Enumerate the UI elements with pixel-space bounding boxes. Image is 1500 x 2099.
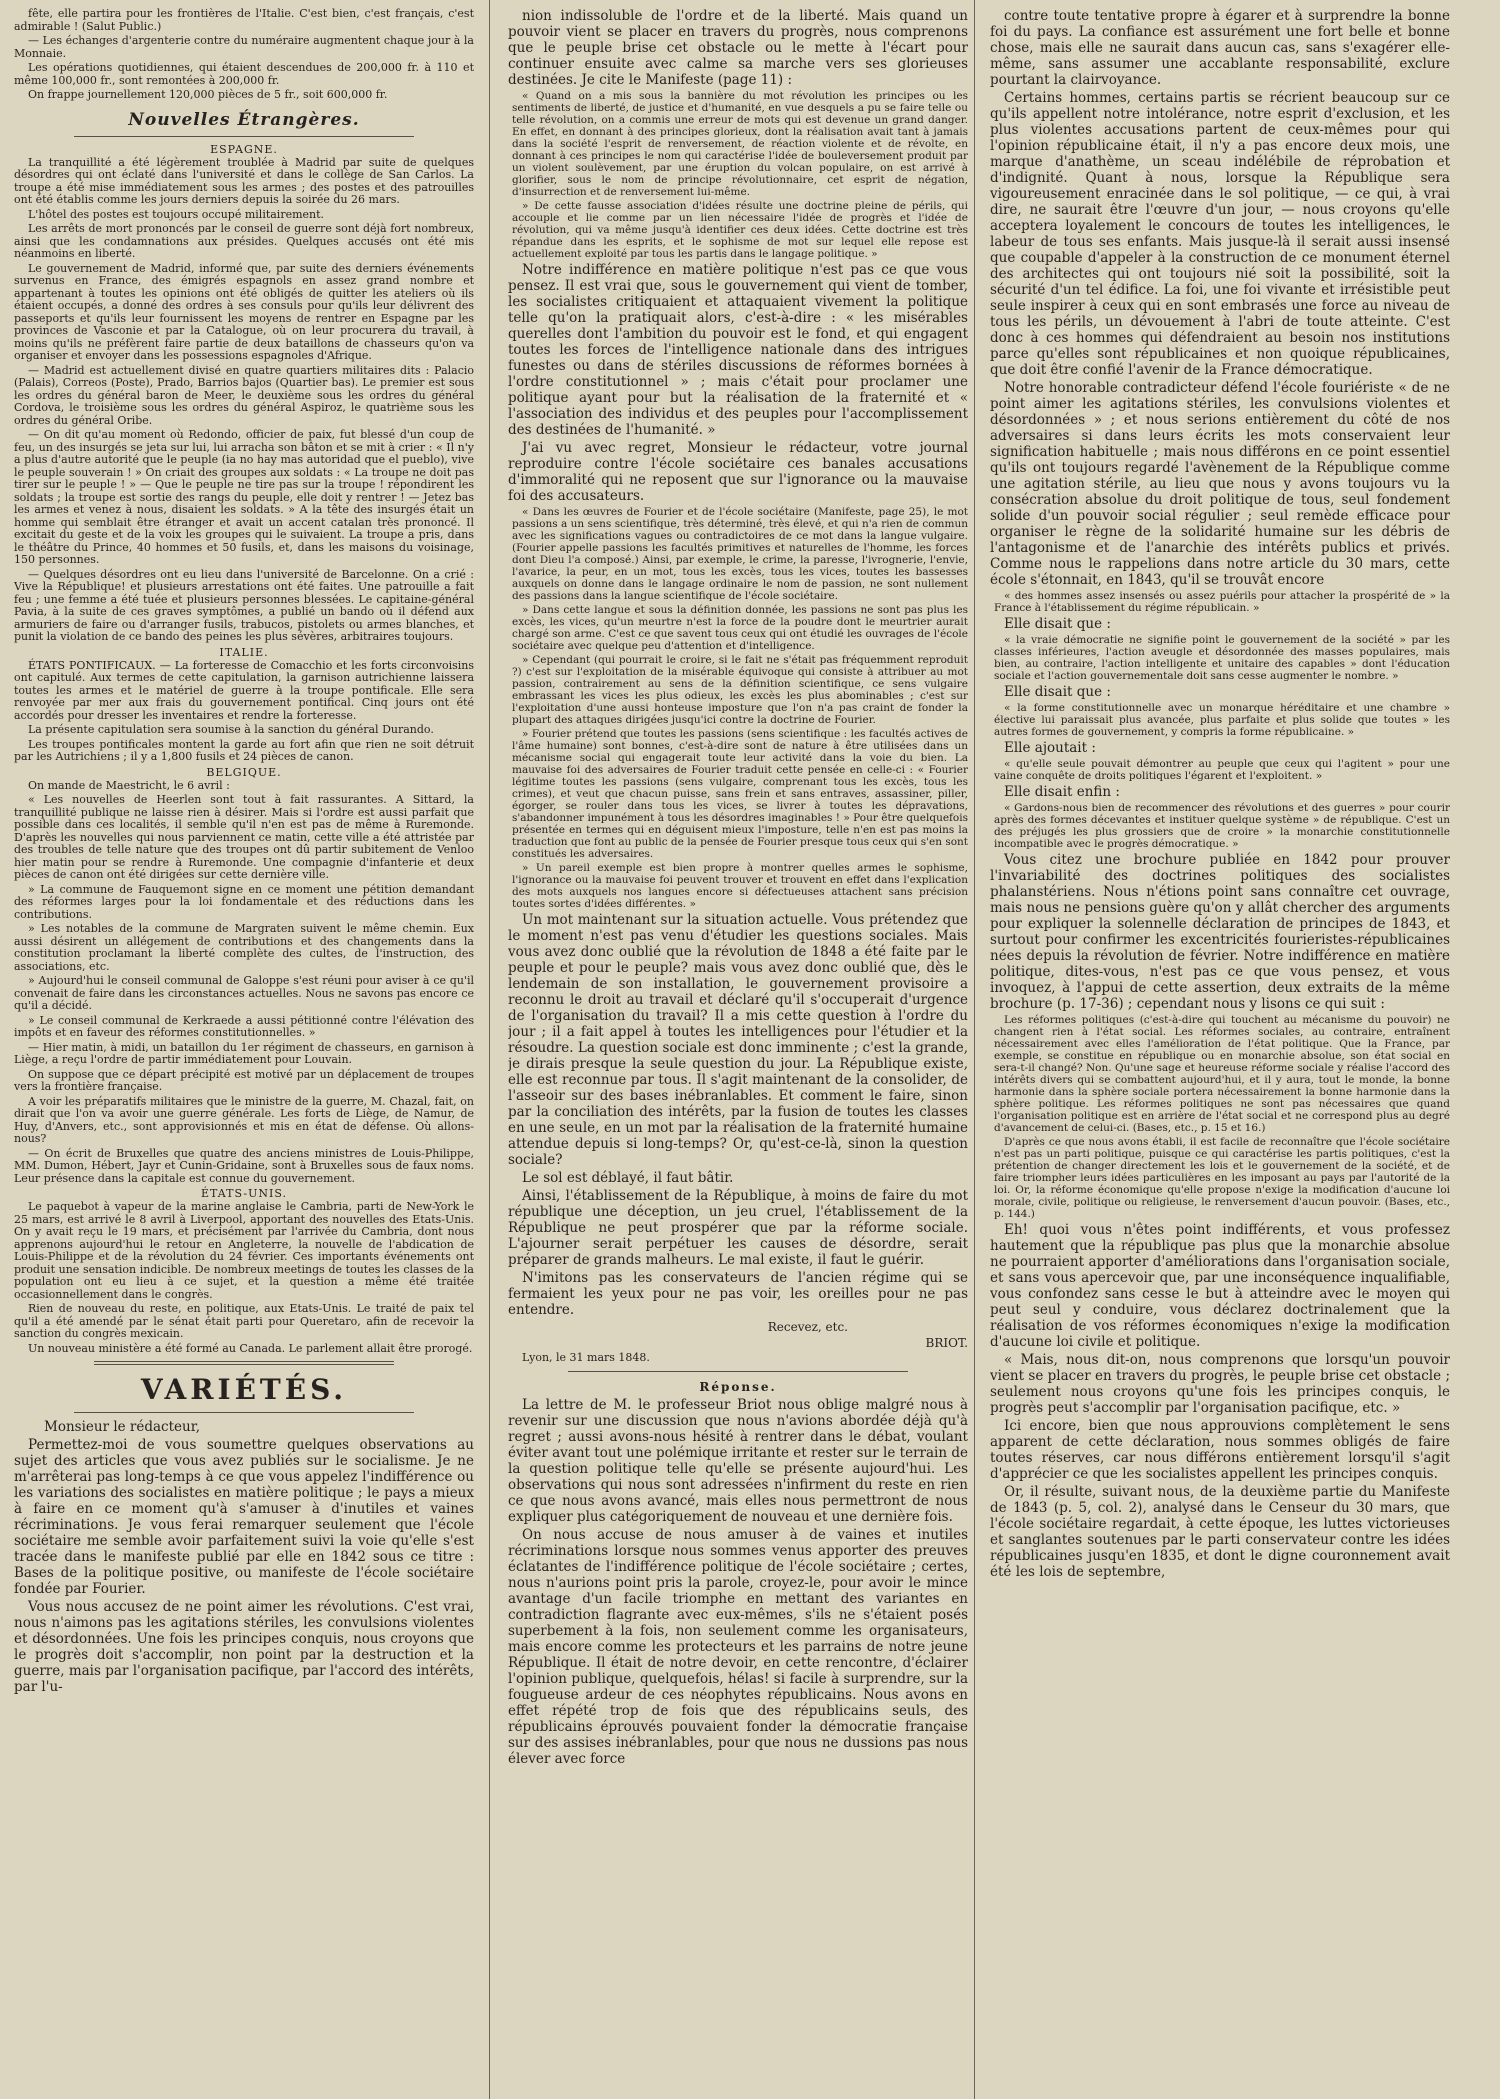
heading-belgique: BELGIQUE. (206, 765, 282, 779)
paragraph: nion indissoluble de l'ordre et de la liberté. Mais quand un pouvoir vient se placer en travers du progrès, nous comprenons que le peuple brise cet obstacle ou le mette à l'écart pour continuer ensuite avec calme sa marche vers ses glorieuses destinées. Je cite le Manifeste (page 11) : (508, 8, 968, 88)
paragraph: » Un pareil exemple est bien propre à montrer quelles armes le sophisme, l'ignorance ou la mauvaise foi peuvent trouver et trouvent en effet dans l'explication des mots auxquels nos langues encore si défectueuses attachent sans précision toutes sortes d'idées différentes. » (512, 862, 968, 910)
quote: « des hommes assez insensés ou assez puérils pour attacher la prospérité de » la France à l'établissement du régime républicain. » (994, 590, 1450, 614)
bases-quote (990, 1014, 1450, 1220)
paragraph: Un nouveau ministère a été formé au Canada. Le parlement allait être prorogé. (28, 1341, 473, 1355)
paragraph: ÉTATS PONTIFICAUX. — La forteresse de Comacchio et les forts circonvoisins ont capitulé. Aux termes de cette capitulation, la garnison autrichienne laissera toutes les armes et le matériel de guerre à la troupe pontificale. Elle sera renvoyée par mer aux frais du gouvernement pontifical. Cinq jours ont été accordés pour dresser les inventaires et rendre la forteresse. (14, 658, 474, 722)
paragraph: » Fourier prétend que toutes les passions (sens scientifique : les facultés actives de l'âme humaine) sont bonnes, c'est-à-dire sont de nature à être utilisées dans un mécanisme social qui engagerait toute leur activité dans la voie du bien. La mauvaise foi des adversaires de Fourier traduit cette pensée en celle-ci : « Fourier légitime toutes les passions (sens vulgaire, comprenant tous les excès, tous les crimes), et veut que chacun puisse, sans frein et sans entraves, assassiner, piller, égorger, se rouler dans tous les vices, se livrer à toutes les dépravations, s'abandonner impunément à tous les désordres imaginables ! » Pour être quelquefois présentée en termes qui en déguisent mieux l'imposture, telle n'en est pas moins la traduction que font au public de la pensée de Fourier presque tous ceux qui s'en sont constitués les adversaires. (512, 728, 968, 860)
paragraph: On suppose que ce départ précipité est motivé par un déplacement de troupes vers la frontière française. (14, 1067, 474, 1093)
paragraph: Or, il résulte, suivant nous, de la deuxième partie du Manifeste de 1843 (p. 5, col. 2), analysé dans le Censeur du 30 mars, que l'école sociétaire regardait, à cette époque, les luttes victorieuses et sanglantes soutenues par le parti conservateur contre les idées républicaines jusqu'en 1835, et dont le digne couronnement avait été les lois de septembre, (990, 1484, 1450, 1580)
divider (94, 1361, 394, 1365)
paragraph: — On écrit de Bruxelles que quatre des anciens ministres de Louis-Philippe, MM. Dumon, Hébert, Jayr et Cunin-Gridaine, sont à Bruxelles sous de faux noms. Leur présence dans la capitale est connue du gouvernement. (14, 1146, 474, 1185)
column-rule (489, 0, 490, 2099)
heading-italie: ITALIE. (219, 645, 269, 659)
paragraph: Le paquebot à vapeur de la marine anglaise le Cambria, parti de New-York le 25 mars, est arrivé le 8 avril à Liverpool, apportant des nouvelles des Etats-Unis. On y avait reçu le 19 mars, et précisément par l'arrivée du Cambria, dont nous apprenons aujourd'hui le retour en Angleterre, la nouvelle de l'abdication de Louis-Philippe et de la révolution du 24 février. Ces importants événements ont produit une sensation indicible. De nombreux meetings de toutes les classes de la population ont eu lieu à ce sujet, et la question a même été traitée occasionnellement dans le congrès. (14, 1200, 474, 1301)
quote: « la forme constitutionnelle avec un monarque héréditaire et une chambre » élective lui paraissait plus avancée, plus parfaite et plus solide que toutes » les autres formes de gouvernement, y compris la forme républicaine. » (994, 702, 1450, 738)
paragraph: » De cette fausse association d'idées résulte une doctrine pleine de périls, qui accouple et lie comme par un lien nécessaire l'idée de progrès et l'idée de révolution, qui va même jusqu'à identifier ces deux idées. Cette doctrine est très répandue dans les esprits, et le sophisme de mot sur lequel elle repose est actuellement exploité par tous les partis dans le langage politique. » (512, 200, 968, 260)
paragraph: Rien de nouveau du reste, en politique, aux Etats-Unis. Le traité de paix tel qu'il a été amendé par le sénat était parti pour Queretaro, afin de recevoir la sanction du congrès mexicain. (14, 1302, 474, 1340)
said-line: Elle ajoutait : (1004, 740, 1096, 756)
paragraph: fête, elle partira pour les frontières de l'Italie. C'est bien, c'est français, c'est admirable ! (Salut Public.) (14, 8, 474, 33)
passions-quote (508, 506, 968, 910)
paragraph: Le gouvernement de Madrid, informé que, par suite des derniers événements survenus en France, des émigrés espagnols en assez grand nombre et appartenant à toutes les opinions ont été obligés de quitter les ateliers où ils étaient occupés, a donné des ordres à ses consuls pour qu'ils leur délivrent des passeports et qu'ils leur fournissent les moyens de rentrer en Espagne par les provinces de Vasconie et par la Catalogue, où on leur procurera du travail, à moins qu'ils ne préfèrent faire partie de deux bataillons de chasseurs qu'on va organiser et envoyer dans les possessions espagnoles d'Afrique. (14, 261, 474, 362)
paragraph: — On dit qu'au moment où Redondo, officier de paix, fut blessé d'un coup de feu, un des insurgés se jeta sur lui, lui arracha son bâton et se mit à crier : « Il n'y a plus d'autre autorité que le peuple (ia no hay mas autoridad que el pueblo), vive le peuple souverain ! » On criait des groupes aux soldats : « La troupe ne doit pas tirer sur le peuple ! » — Que le peuple ne tire pas sur la troupe ! répondirent les soldats ; la troupe est sortie des rangs du peuple, elle doit y rentrer ! — Jetez bas les armes et venez à nous, disaient les soldats. » A la tête des insurgés était un homme qui semblait être étranger et avait un accent catalan très prononcé. Il excitait du geste et de la voix les groupes qui le suivaient. La troupe a pris, dans le théâtre du Prince, 40 hommes et 50 fusils, et, dans les maisons du voisinage, 150 personnes. (14, 428, 474, 566)
paragraph: Notre honorable contradicteur défend l'école fouriériste « de ne point aimer les agitations stériles, les convulsions violentes et désordonnées » ; et nous serions entièrement du côté de nos adversaires si dans leurs écrits les mots conservaient leur signification habituelle ; mais nous différons en ce point essentiel qu'ils ont toujours regardé l'avènement de la République comme une agitation stérile, au lieu que nous y avons toujours vu la consécration absolue du droit politique de tous, seul fondement solide d'un pouvoir social régulier ; seul remède efficace pour organiser le règne de la solidarité humaine sur les débris de l'antagonisme et de l'anarchie des intérêts publics et privés. Comme nous le rappelions dans notre article du 30 mars, cette école s'étonnait, en 1843, qu'il se trouvât encore (990, 380, 1450, 588)
quote: « la vraie démocratie ne signifie point le gouvernement de la société » par les classes inférieures, l'action aveugle et désordonnée des masses populaires, mais bien, au contraire, l'action intelligente et unitaire des capables » dont l'éducation sociale et l'action gouvernementale doit sans cesse augmenter le nombre. » (994, 634, 1450, 682)
divider (74, 136, 414, 137)
paragraph: La lettre de M. le professeur Briot nous oblige malgré nous à revenir sur une discussion que nous n'avions abordée déjà qu'à regret ; aussi avons-nous hésité à rentrer dans le débat, voulant éviter avant tout une polémique irritante et rester sur le terrain de la question politique telle qu'elle se présente aujourd'hui. Les observations qui nous sont adressées n'infirment du reste en rien ce que nous avons avancé, mais elles nous permettront de nous expliquer plus catégoriquement de nouveau et une dernière fois. (508, 1396, 968, 1525)
espagne-text (14, 157, 474, 644)
col2-top-text (508, 8, 968, 88)
paragraph: Eh! quoi vous n'êtes point indifférents, et vous professez hautement que la république pas plus que la monarchie absolue ne pourraient apporter d'améliorations dans l'organisation sociale, et sans vous apercevoir que, par une inconséquence inqualifiable, vous confondez sans cesse le but à atteindre avec le moyen qui peut seul y conduire, vous déclarez doctrinalement que la réalisation de vos réformes économiques n'exige la modification d'aucune loi civile et politique. (990, 1222, 1450, 1350)
salutation: Monsieur le rédacteur, (44, 1419, 200, 1435)
paragraph: contre toute tentative propre à égarer et à surprendre la bonne foi du pays. La confiance est assurément une fort belle et bonne chose, mais elle ne saurait dans aucun cas, sans s'exagérer elle-même, sans assumer une accablante responsabilité, exclure pourtant la clairvoyance. (990, 8, 1450, 88)
paragraph: Le sol est déblayé, il faut bâtir. (522, 1170, 734, 1186)
paragraph: — Madrid est actuellement divisé en quatre quartiers militaires dits : Palacio (Palais), Correos (Poste), Prado, Barrios bajos (Quartier bas). Le premier est sous les ordres du général baron de Meer, le deuxième sous les ordres du général Cordova, le troisième sous les ordres du général Aspiroz, le quatrième sous les ordres du général Oribe. (14, 363, 474, 427)
paragraph: Permettez-moi de vous soumettre quelques observations au sujet des articles que vous avez publiés sur le socialisme. Je ne m'arrêterai pas long-temps à ce que vous appelez l'indifférence ou les variations des socialistes en matière politique ; le pays a mieux à faire en ce moment qu'à s'amuser à d'inutiles et vaines récriminations. Je vous ferai remarquer seulement que l'école sociétaire me semble avoir parfaitement suivi la voie qu'elle s'est tracée dans le manifeste publié par elle en 1842 sous ce titre : Bases de la politique positive, ou manifeste de l'école sociétaire fondée par Fourier. (14, 1437, 474, 1597)
paragraph: N'imitons pas les conservateurs de l'ancien régime qui se fermaient les yeux pour ne pas voir, les oreilles pour ne pas entendre. (508, 1270, 968, 1318)
paragraph: Vous citez une brochure publiée en 1842 pour prouver l'invariabilité des doctrines politiques des socialistes phalanstériens. Nous n'étions point sans connaître cet ouvrage, mais nous ne pensions guère qu'on y allât chercher des arguments pour expliquer la solennelle déclaration de principes de 1843, et surtout pour confirmer les excentricités fourieristes-républicaines nées depuis la révolution de février. Notre indifférence en matière politique, dites-vous, n'est pas ce que vous pensez, et vous invoquez, à l'appui de cette assertion, deux extraits de la même brochure (p. 17-36) ; cependant nous y lisons ce qui suit : (990, 852, 1450, 1012)
divider (568, 1371, 908, 1372)
paragraph: La tranquillité a été légèrement troublée à Madrid par suite de quelques désordres qui ont éclaté dans l'université et dans le collège de San Carlos. La troupe a été mise immédiatement sous les armes ; des postes et des patrouilles ont été établis comme les jours derniers depuis la soirée du 26 mars. (14, 155, 474, 206)
paragraph: « Dans les œuvres de Fourier et de l'école sociétaire (Manifeste, page 25), le mot passions a un sens scientifique, très déterminé, très élevé, et qui n'a rien de commun avec les significations vagues ou contradictoires de ce mot dans la langue vulgaire. (Fourier appelle passions les facultés primitives et naturelles de l'homme, les forces dont Dieu l'a composé.) Ainsi, par exemple, le crime, la paresse, l'ivrognerie, l'envie, l'avarice, la peur, en un mot, tous les excès, tous les vices, toutes les bassesses auxquels on donne dans le langage ordinaire le nom de passion, ne sont nullement des passions dans la langue scientifique de l'école sociétaire. (512, 506, 968, 602)
paragraph: » Dans cette langue et sous la définition donnée, les passions ne sont pas plus les excès, les vices, qu'un meurtre n'est la force de la poudre dont le meurtrier aurait chargé son arme. C'est ce que savent tous ceux qui ont étudié les ouvrages de l'école sociétaire avec quelque peu d'attention et d'intelligence. (512, 604, 968, 652)
col3-top-text (990, 8, 1450, 588)
paragraph: — Hier matin, à midi, un bataillon du 1er régiment de chasseurs, en garnison à Liège, a reçu l'ordre de partir immédiatement pour Louvain. (14, 1040, 474, 1066)
divider (74, 1412, 414, 1413)
paragraph: » Le conseil communal de Kerkraede a aussi pétitionné contre l'élévation des impôts et en faveur des réformes constitutionnelles. » (14, 1013, 474, 1039)
section-title-varietes: VARIÉTÉS. (140, 1373, 348, 1406)
paragraph: La présente capitulation sera soumise à la sanction du général Durando. (28, 723, 434, 736)
col3-body-text-2 (990, 1222, 1450, 1580)
paragraph: Ici encore, bien que nous approuvions complètement le sens apparent de cette déclaration, nous sommes obligés de faire toutes réserves, car nous différons entièrement lorsqu'il s'agit d'apprécier ce que les socialistes appellent les principes conquis. (990, 1418, 1450, 1482)
paragraph: On nous accuse de nous amuser à de vaines et inutiles récriminations lorsque nous sommes venus apporter des preuves éclatantes de l'indifférence politique de l'école sociétaire ; certes, nous n'aurions point pris la parole, croyez-le, pour avoir le mince avantage d'un facile triomphe en mettant des variantes en contradiction flagrante avec eux-mêmes, s'ils ne s'étaient posés superbement à la fois, non seulement comme les organisateurs, mais encore comme les protecteurs et les parrains de notre jeune République. Il était de notre devoir, en cette rencontre, d'éclairer l'opinion publique, quelquefois, hélas! si facile à surprendre, sur la fougueuse ardeur de ces néophytes républicains. Nous avons en effet répété trop de fois que des républicains seuls, des républicains éprouvés pouvaient fonder la démocratie française sur des assises inébranlables, pour que nous ne dussions pas nous élever avec force (508, 1526, 968, 1767)
paragraph: On mande de Maestricht, le 6 avril : (28, 778, 230, 792)
paragraph: Un mot maintenant sur la situation actuelle. Vous prétendez que le moment n'est pas venu d'étudier les questions sociales. Mais vous avez donc oublié que la révolution de 1848 a été faite par le peuple et pour le peuple? mais vous avez donc oublié que, dès le lendemain de son installation, le gouvernement provisoire a reconnu le droit au travail et déclaré qu'il s'occuperait d'urgence de l'organisation du travail? Il a mis cette question à l'ordre du jour ; il a fait appel à toutes les intelligences pour l'étudier et la résoudre. La question sociale est donc imminente ; c'est la grande, je dirais presque la seule question du jour. La République existe, elle est reconnue par tous. Il s'agit maintenant de la consolider, de l'asseoir sur des bases inébranlables. Et comment le faire, sinon par la conciliation des intérêts, par la fusion de toutes les classes en une seule, en un mot par la réalisation de la fraternité humaine attendue depuis si long-temps? Or, qu'est-ce-là, sinon la question sociale? (508, 912, 968, 1168)
paragraph: » La commune de Fauquemont signe en ce moment une pétition demandant des réformes larges pour la loi fondamentale et des réductions dans les contributions. (14, 882, 474, 921)
paragraph: » Aujourd'hui le conseil communal de Galoppe s'est réuni pour aviser à ce qu'il convenait de faire dans les circonstances actuelles. Nous ne savons pas encore ce qu'il a décidé. (14, 974, 474, 1012)
column-1 (14, 8, 474, 2088)
paragraph: — Les échanges d'argenterie contre du numéraire augmentent chaque jour à la Monnaie. (14, 34, 474, 60)
paragraph: » Les notables de la commune de Margraten suivent le même chemin. Eux aussi désirent un allégement de contributions et des changements dans la constitution proclamant la liberté complète des cultes, de l'instruction, des associations, etc. (14, 922, 474, 973)
said-line: Elle disait que : (1004, 684, 1111, 700)
paragraph: — Quelques désordres ont eu lieu dans l'université de Barcelonne. On a crié : Vive la République! et plusieurs arrestations ont été faites. Une patrouille a fait feu ; une femme a été tuée et plusieurs personnes blessées. Le capitaine-général Pavia, à la suite de ces graves symptômes, a publié un bando où il défend aux armuriers de faire ou d'arranger fusils, trabucos, pistolets ou armes blanches, et punit la violation de ce bando des peines les plus sévères, arbitraires toujours. (14, 567, 474, 643)
signature: BRIOT. (925, 1336, 968, 1350)
section-title-foreign-news: Nouvelles Étrangères. (128, 109, 360, 130)
heading-reponse: Réponse. (699, 1379, 777, 1394)
column-3 (990, 8, 1450, 2088)
paragraph: Les opérations quotidiennes, qui étaient descendues de 200,000 fr. à 110 et même 100,000 fr., sont remontées à 200,000 fr. (14, 61, 474, 87)
col3-body-text (990, 852, 1450, 1012)
paragraph: On frappe journellement 120,000 pièces de 5 fr., soit 600,000 fr. (28, 88, 388, 101)
paragraph: L'hôtel des postes est toujours occupé militairement. (28, 207, 325, 221)
paragraph: Certains hommes, certains partis se récrient beaucoup sur ce qu'ils appellent notre intolérance, notre esprit d'exclusion, et les plus violentes accusations partent de ceux-mêmes pour qui l'opinion républicaine était, il n'y a pas encore deux mois, une marque d'anathème, un sceau indélébile de réprobation et d'indignité. Quant à nous, lorsque la République sera vigoureusement enracinée dans le sol politique, — ce qui, à vrai dire, ne saurait être l'œuvre d'un jour, — nous croyons qu'elle acceptera loyalement le concours de toutes les intelligences, le labeur de tous ses enfants. Mais jusque-là il serait aussi insensé que coupable d'appeler à la construction de ce monument éternel des architectes qui ont toujours nié soit la possibilité, soit la sécurité d'un tel édifice. La foi, une foi vivante et irrésistible peut seule inspirer à ceux qui en sont embrasés une force au niveau de tous les périls, un dévouement à l'abri de toute atteinte. C'est donc à ces hommes qui défendraient au besoin nos institutions parce qu'elles sont républicaines et non quoique républicaines, que doit être confié l'avenir de la France démocratique. (990, 90, 1450, 378)
paragraph: Notre indifférence en matière politique n'est pas ce que vous pensez. Il est vrai que, sous le gouvernement qui vient de tomber, les socialistes critiquaient et attaquaient vivement la politique telle qu'on la pratiquait alors, c'est-à-dire : « les misérables querelles dont l'ambition du pouvoir est le fond, et qui engagent toutes les forces de l'intelligence nationale dans des intrigues funestes ou dans de stériles discussions de réformes bornées à l'ordre constitutionnel » ; mais c'était pour proclamer une politique ayant pour but la réalisation de la fraternité et « l'association des individus et des peuples pour l'accomplissement des destinées de l'humanité. » (508, 262, 968, 438)
paragraph: » Cependant (qui pourrait le croire, si le fait ne s'était pas fréquemment reproduit ?) c'est sur l'exploitation de la misérable équivoque qui consiste à attribuer au mot passion, contrairement au sens de la définition scientifique, ce sens vulgaire embrassant les vices les plus odieux, les excès les plus abominables ; c'est sur l'exploitation d'une aussi honteuse imposture que l'on n'a pas craint de fonder la plupart des attaques dirigées jusqu'ici contre la doctrine de Fourier. (512, 654, 968, 726)
paragraph: Les arrêts de mort prononcés par le conseil de guerre sont déjà fort nombreux, ainsi que les condamnations aux présides. Quelques accusés ont été mis néanmoins en liberté. (14, 222, 474, 260)
usa-text (14, 1201, 474, 1355)
heading-espagne: ESPAGNE. (210, 142, 278, 156)
belgique-text (14, 780, 474, 1186)
col2-body-text-2 (508, 912, 968, 1318)
paragraph: « Quand on a mis sous la bannière du mot révolution les principes ou les sentiments de liberté, de justice et d'humanité, en vue desquels a pu se faire telle ou telle révolution, on a commis une erreur de mots qui est devenue un grand danger. En effet, en donnant à des principes glorieux, dont la réalisation avait tant à jamais dans la société l'esprit de renversement, de réaction violente et de révolte, en donnant à ces principes le nom qui caractérise l'idée de bouleversement produit par un violent soulèvement, par une éruption du volcan populaire, on est arrivé à glorifier, sous le nom de principe révolutionnaire, cet esprit de négation, d'insurrection et de renversement lui-même. (512, 90, 968, 198)
quote: « Gardons-nous bien de recommencer des révolutions et des guerres » pour courir après des formes décevantes et instituer quelque système » de république. C'est un des préjugés les plus grossiers que de croire » la monarchie constitutionnelle incompatible avec le progrès démocratique. » (994, 802, 1450, 850)
paragraph: Ainsi, l'établissement de la République, à moins de faire du mot république une déception, un jeu cruel, l'établissement de la République ne peut prospérer que par la réforme sociale. L'ajourner serait perpétuer les causes de désordre, serait préparer de grands malheurs. Le mal existe, il faut le guérir. (508, 1188, 968, 1268)
manifeste-quote (508, 90, 968, 260)
heading-usa: ÉTATS-UNIS. (201, 1187, 287, 1200)
varietes-text (14, 1437, 474, 1695)
paragraph: J'ai vu avec regret, Monsieur le rédacteur, votre journal reproduire contre l'école sociétaire ces banales accusations d'immoralité qui ne reposent que sur l'ignorance ou la mauvaise foi des accusateurs. (508, 440, 968, 504)
paragraph: « Les nouvelles de Heerlen sont tout à fait rassurantes. A Sittard, la tranquillité publique ne laisse rien à désirer. Mais si l'ordre est aussi parfait que possible dans ces localités, il semble qu'il n'en est pas de même à Ruremonde. D'après les nouvelles qui nous parviennent ce matin, cette ville a été attristée par des troubles de telle nature que des troupes ont dû partir subitement de Venloo hier matin pour se rendre à Ruremonde. Une compagnie d'infanterie et deux pièces de canon ont été dirigées sur cette dernière ville. (14, 793, 474, 881)
col1-top-text (14, 8, 474, 102)
reponse-text (508, 1397, 968, 1767)
paragraph: D'après ce que nous avons établi, il est facile de reconnaître que l'école sociétaire n'est pas un parti politique, puisque ce qui caractérise les partis politiques, c'est la prétention de changer directement les lois et le gouvernement de la société, et de faire triompher leurs idées particulières en les imposant au pays par l'autorité de la loi. Or, la réforme économique qu'elle propose n'exige la modification d'aucune loi morale, civile, politique ou religieuse, le renversement d'aucun pouvoir. (Bases, etc., p. 144.) (994, 1136, 1450, 1220)
col2-body-text (508, 262, 968, 504)
said-line: Elle disait que : (1004, 616, 1111, 632)
said-line: Elle disait enfin : (1004, 784, 1120, 800)
paragraph: Les réformes politiques (c'est-à-dire qui touchent au mécanisme du pouvoir) ne changent rien à l'état social. Les réformes sociales, au contraire, entraînent nécessairement avec elles l'amélioration de l'état politique. Que la France, par exemple, se constitue en république ou en monarchie absolue, son état social en sera-t-il changé? Non. Qu'une sage et heureuse réforme sociale y réalise l'accord des intérêts divers qui se combattent aujourd'hui, et il y aura, tout le monde, la bonne harmonie dans la sphère sociale portera nécessairement la bonne harmonie dans la sphère politique. Les réformes politiques ne sont pas nécessaires que quand l'organisation politique est en arrière de l'état social et ne correspond plus au degré d'avancement de celui-ci. (Bases, etc., p. 15 et 16.) (994, 1014, 1450, 1134)
dateline: Lyon, le 31 mars 1848. (522, 1351, 650, 1364)
quote: « qu'elle seule pouvait démontrer au peuple que ceux qui l'agitent » pour une vaine conquête de droits politiques l'égarent et l'exploitent. » (994, 758, 1450, 782)
closing: Recevez, etc. (767, 1320, 848, 1334)
italie-text (14, 660, 474, 764)
paragraph: Vous nous accusez de ne point aimer les révolutions. C'est vrai, nous n'aimons pas les agitations stériles, les convulsions violentes et désordonnées. Une fois les principes conquis, nous croyons que le progrès doit s'accomplir, non point par la destruction et la guerre, mais par l'organisation pacifique, par l'accord des intérêts, par l'u- (14, 1599, 474, 1695)
column-2 (508, 8, 968, 2088)
paragraph: Les troupes pontificales montent la garde au fort afin que rien ne soit détruit par les Autrichiens ; il y a 1,800 fusils et 24 pièces de canon. (14, 737, 474, 763)
column-rule (974, 0, 975, 2099)
paragraph: A voir les préparatifs militaires que le ministre de la guerre, M. Chazal, fait, on dirait que l'on va avoir une guerre générale. Les forts de Liège, de Namur, de Huy, d'Anvers, etc., sont approvisionnés et mis en état de défense. Où allons-nous? (14, 1094, 474, 1145)
paragraph: « Mais, nous dit-on, nous comprenons que lorsqu'un pouvoir vient se placer en travers du progrès, le peuple brise cet obstacle ; seulement nous croyons qu'une fois les principes conquis, le progrès peut s'accomplir par l'organisation pacifique, etc. » (990, 1352, 1450, 1416)
